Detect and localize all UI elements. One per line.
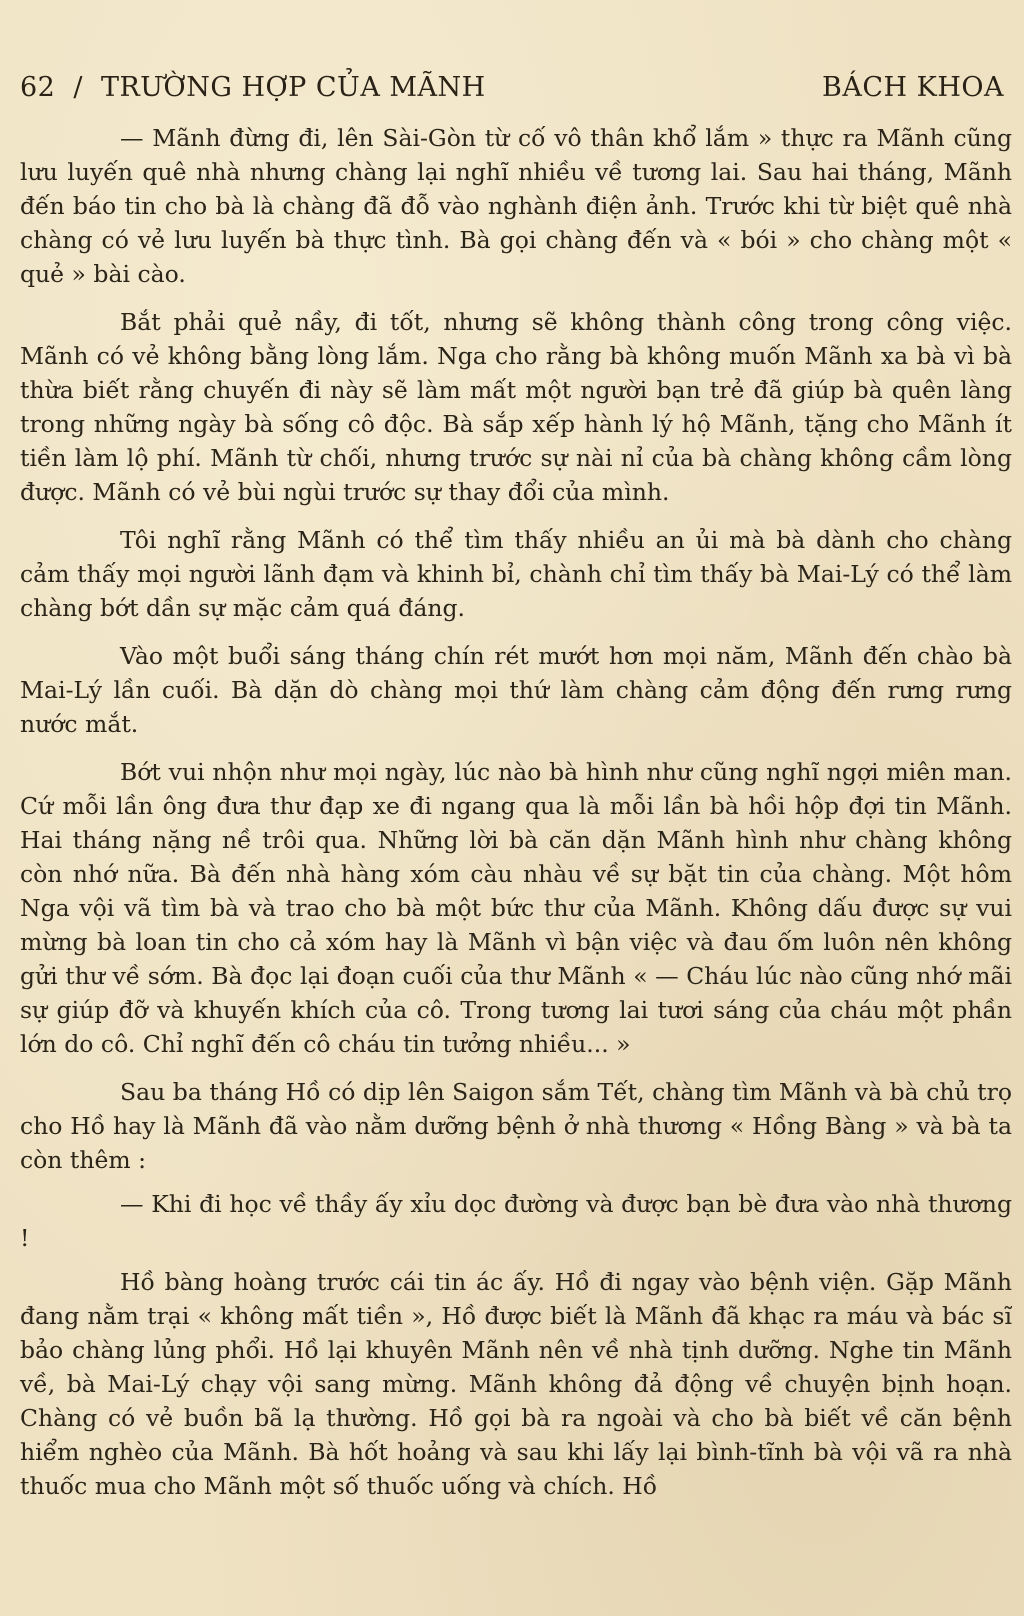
header-left: [20, 72, 492, 103]
paragraph: Sau ba tháng Hồ có dịp lên Saigon sắm Tết, chàng tìm Mãnh và bà chủ trọ cho Hồ hay là Mãnh đã vào nằm dưỡng bệnh ở nhà thương « Hồng Bàng » và bà ta còn thêm :: [20, 1078, 1012, 1174]
page-number: 62: [20, 72, 56, 103]
dialogue-paragraph: — Khi đi học về thầy ấy xỉu dọc đường và được bạn bè đưa vào nhà thương !: [20, 1190, 1012, 1252]
paragraph: — Mãnh đừng đi, lên Sài-Gòn từ cố vô thân khổ lắm » thực ra Mãnh cũng lưu luyến quê nhà nhưng chàng lại nghĩ nhiều về tương lai. Sau hai tháng, Mãnh đến báo tin cho bà là chàng đã đỗ vào nghành điện ảnh. Trước khi từ biệt quê nhà chàng có vẻ lưu luyến bà thực tình. Bà gọi chàng đến và « bói » cho chàng một « quẻ » bài cào.: [20, 124, 1012, 288]
paragraph: Hồ bàng hoàng trước cái tin ác ấy. Hồ đi ngay vào bệnh viện. Gặp Mãnh đang nằm trại « không mất tiền », Hồ được biết là Mãnh đã khạc ra máu và bác sĩ bảo chàng lủng phổi. Hồ lại khuyên Mãnh nên về nhà tịnh dưỡng. Nghe tin Mãnh về, bà Mai-Lý chạy vội sang mừng. Mãnh không đả động về chuyện bịnh hoạn. Chàng có vẻ buồn bã lạ thường. Hồ gọi bà ra ngoài và cho bà biết về căn bệnh hiểm nghèo của Mãnh. Bà hốt hoảng và sau khi lấy lại bình-tĩnh bà vội vã ra nhà thuốc mua cho Mãnh một số thuốc uống và chích. Hồ: [20, 1268, 1012, 1500]
publication-name: BÁCH KHOA: [822, 72, 1004, 103]
paragraph: Tôi nghĩ rằng Mãnh có thể tìm thấy nhiều an ủi mà bà dành cho chàng cảm thấy mọi người lãnh đạm và khinh bỉ, chành chỉ tìm thấy bà Mai-Lý có thể làm chàng bớt dần sự mặc cảm quá đáng.: [20, 526, 1012, 622]
paragraph: Bắt phải quẻ nầy, đi tốt, nhưng sẽ không thành công trong công việc. Mãnh có vẻ không bằng lòng lắm. Nga cho rằng bà không muốn Mãnh xa bà vì bà thừa biết rằng chuyến đi này sẽ làm mất một người bạn trẻ đã giúp bà quên làng trong những ngày bà sống cô độc. Bà sắp xếp hành lý hộ Mãnh, tặng cho Mãnh ít tiền làm lộ phí. Mãnh từ chối, nhưng trước sự nài nỉ của bà chàng không cầm lòng được. Mãnh có vẻ bùi ngùi trước sự thay đổi của mình.: [20, 308, 1012, 506]
header-separator: /: [73, 72, 83, 103]
article-body: [20, 121, 1012, 1503]
running-header: [20, 72, 1012, 103]
paragraph: Bớt vui nhộn như mọi ngày, lúc nào bà hình như cũng nghĩ ngợi miên man. Cứ mỗi lần ông đưa thư đạp xe đi ngang qua là mỗi lần bà hồi hộp đợi tin Mãnh. Hai tháng nặng nề trôi qua. Những lời bà căn dặn Mãnh hình như chàng không còn nhớ nữa. Bà đến nhà hàng xóm càu nhàu về sự bặt tin của chàng. Một hôm Nga vội vã tìm bà và trao cho bà một bức thư của Mãnh. Không dấu được sự vui mừng bà loan tin cho cả xóm hay là Mãnh vì bận việc và đau ốm luôn nên không gửi thư về sớm. Bà đọc lại đoạn cuối của thư Mãnh « — Cháu lúc nào cũng nhớ mãi sự giúp đỡ và khuyến khích của cô. Trong tương lai tươi sáng của cháu một phần lớn do cô. Chỉ nghĩ đến cô cháu tin tưởng nhiều... »: [20, 758, 1012, 1058]
chapter-title: TRƯỜNG HỢP CỦA MÃNH: [100, 72, 486, 103]
paragraph: Vào một buổi sáng tháng chín rét mướt hơn mọi năm, Mãnh đến chào bà Mai-Lý lần cuối. Bà dặn dò chàng mọi thứ làm chàng cảm động đến rưng rưng nước mắt.: [20, 642, 1012, 738]
